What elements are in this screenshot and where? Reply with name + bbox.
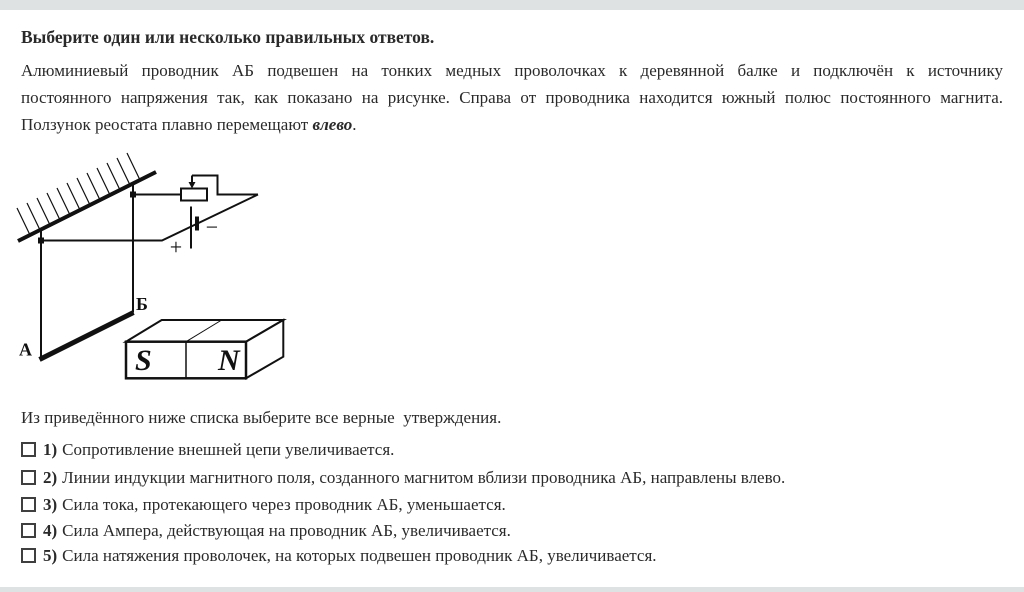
slider-direction-emphasis: влево: [312, 115, 353, 134]
option-2-checkbox[interactable]: [21, 470, 36, 485]
magnet-north-label: N: [218, 344, 240, 377]
option-5-number: 5): [43, 546, 58, 565]
option-1-text: Сопротивление внешней цепи увеличивается.: [62, 440, 395, 459]
problem-statement: [21, 57, 1003, 138]
conductor-label-b: Б: [136, 294, 148, 314]
option-4-number: 4): [43, 521, 58, 540]
wire-lower: [41, 195, 258, 241]
option-row-2: [21, 468, 785, 487]
rheostat: [181, 189, 207, 201]
bottom-divider-bar: [0, 587, 1024, 592]
option-3-checkbox[interactable]: [21, 497, 36, 512]
option-4-text: Сила Ампера, действующая на проводник АБ, увеличивается.: [62, 521, 511, 540]
option-row-5: [21, 546, 657, 565]
problem-line-3-period: .: [352, 115, 357, 134]
conductor-ab: [40, 313, 134, 360]
wooden-beam: [18, 172, 156, 241]
option-row-4: [21, 521, 511, 540]
option-3-number: 3): [43, 495, 58, 514]
option-1-number: 1): [43, 440, 58, 459]
option-4-checkbox[interactable]: [21, 523, 36, 538]
magnet: [126, 320, 283, 378]
battery-plus-sign: +: [169, 234, 183, 260]
option-row-1: [21, 440, 394, 459]
option-5-text: Сила натяжения проволочек, на которых подвешен проводник АБ, увеличивается.: [62, 546, 657, 565]
option-3-text: Сила тока, протекающего через проводник АБ, уменьшается.: [62, 495, 506, 514]
option-row-3: [21, 495, 506, 514]
problem-line-1: Алюминиевый проводник АБ подвешен на тонких медных проволочках к деревянной балке и подключён к источнику: [21, 61, 1003, 80]
problem-line-3-text: Ползунок реостата плавно перемещают: [21, 115, 313, 134]
page-title: Выберите один или несколько правильных ответов.: [21, 27, 435, 47]
top-divider-bar: [0, 0, 1024, 10]
circuit-figure: [0, 150, 310, 395]
option-2-text: Линии индукции магнитного поля, созданного магнитом вблизи проводника АБ, направлены влево.: [62, 468, 786, 487]
conductor-label-a: А: [19, 339, 32, 360]
magnet-south-label: S: [135, 344, 152, 377]
beam-hatching: [17, 153, 140, 235]
problem-line-2: постоянного напряжения так, как показано на рисунке. Справа от проводника находится южный полюс постоянного магнита.: [21, 88, 1003, 107]
battery-minus-sign: −: [205, 214, 219, 240]
option-5-checkbox[interactable]: [21, 548, 36, 563]
option-2-number: 2): [43, 468, 58, 487]
prompt-text: Из приведённого ниже списка выберите все верные утверждения.: [21, 408, 502, 427]
problem-line-3: [21, 111, 1003, 138]
option-1-checkbox[interactable]: [21, 442, 36, 457]
